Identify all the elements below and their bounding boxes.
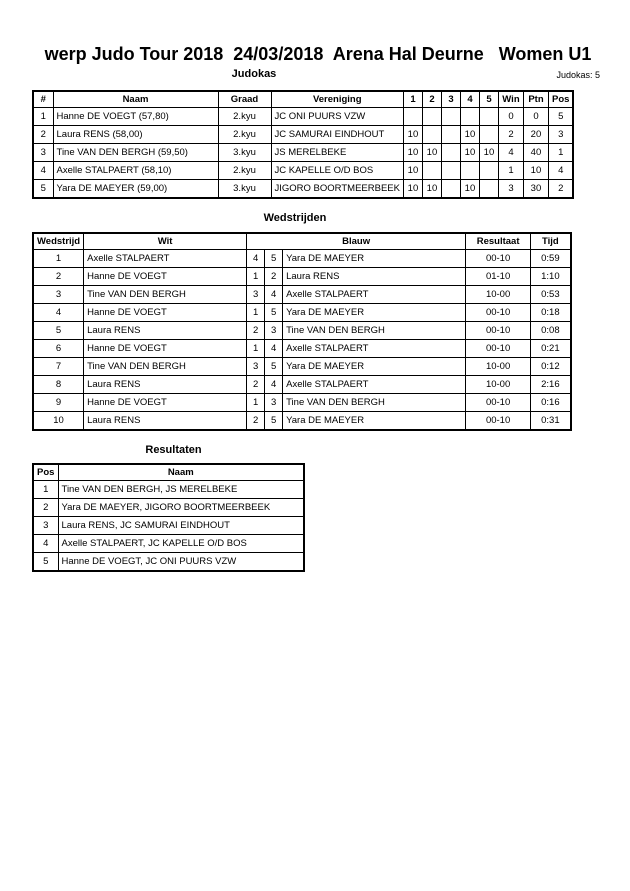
wit-name-cell: Hanne DE VOEGT: [84, 268, 247, 286]
judoka-score-1-cell: [403, 108, 422, 126]
col-vereniging: Vereniging: [271, 91, 403, 108]
judoka-naam-cell: Tine VAN DEN BERGH (59,50): [53, 144, 218, 162]
col-pos: Pos: [548, 91, 573, 108]
wit-name-cell: Tine VAN DEN BERGH: [84, 358, 247, 376]
judoka-score-4-cell: 10: [460, 144, 479, 162]
judoka-score-4-cell: 10: [460, 180, 479, 199]
col-wit: Wit: [84, 233, 247, 250]
col-naam: Naam: [53, 91, 218, 108]
judoka-pos-cell: 2: [548, 180, 573, 199]
resultaat-cell: 00-10: [466, 304, 531, 322]
blauw-name-cell: Yara DE MAEYER: [283, 304, 466, 322]
result-name-cell: Tine VAN DEN BERGH, JS MERELBEKE: [58, 481, 304, 499]
match-nr-cell: 8: [33, 376, 84, 394]
judoka-row: [33, 162, 573, 180]
judoka-naam-cell: Hanne DE VOEGT (57,80): [53, 108, 218, 126]
judokas-heading: Judokas: [231, 68, 277, 80]
wit-nr-cell: 1: [247, 340, 265, 358]
judoka-row: [33, 144, 573, 162]
judoka-score-5-cell: [479, 162, 498, 180]
blauw-name-cell: Axelle STALPAERT: [283, 376, 466, 394]
wit-nr-cell: 2: [247, 322, 265, 340]
resultaten-header-row: [33, 464, 304, 481]
tijd-cell: 0:08: [531, 322, 571, 340]
judoka-naam-cell: Axelle STALPAERT (58,10): [53, 162, 218, 180]
result-name-cell: Yara DE MAEYER, JIGORO BOORTMEERBEEK: [58, 499, 304, 517]
blauw-nr-cell: 2: [265, 268, 283, 286]
match-nr-cell: 7: [33, 358, 84, 376]
col-nr: #: [33, 91, 53, 108]
judoka-score-2-cell: [422, 162, 441, 180]
match-nr-cell: 5: [33, 322, 84, 340]
blauw-nr-cell: 4: [265, 376, 283, 394]
judoka-score-1-cell: 10: [403, 144, 422, 162]
blauw-nr-cell: 3: [265, 322, 283, 340]
judoka-row: [33, 108, 573, 126]
match-nr-cell: 4: [33, 304, 84, 322]
judoka-score-5-cell: [479, 126, 498, 144]
judoka-win-cell: 1: [498, 162, 523, 180]
judoka-score-2-cell: 10: [422, 180, 441, 199]
judoka-score-3-cell: [441, 108, 460, 126]
blauw-nr-cell: 4: [265, 286, 283, 304]
match-row: [33, 304, 571, 322]
blauw-nr-cell: 5: [265, 304, 283, 322]
judokas-header-row: [33, 91, 573, 108]
wit-nr-cell: 1: [247, 304, 265, 322]
col-score-4: 4: [460, 91, 479, 108]
blauw-name-cell: Tine VAN DEN BERGH: [283, 394, 466, 412]
match-row: [33, 250, 571, 268]
tijd-cell: 0:18: [531, 304, 571, 322]
match-nr-cell: 1: [33, 250, 84, 268]
blauw-name-cell: Tine VAN DEN BERGH: [283, 322, 466, 340]
result-name-cell: Laura RENS, JC SAMURAI EINDHOUT: [58, 517, 304, 535]
tijd-cell: 0:16: [531, 394, 571, 412]
wit-nr-cell: 2: [247, 412, 265, 431]
judoka-pos-cell: 1: [548, 144, 573, 162]
result-row: [33, 535, 304, 553]
wedstrijden-header-row: [33, 233, 571, 250]
match-row: [33, 268, 571, 286]
judoka-graad-cell: 2.kyu: [218, 108, 271, 126]
judoka-ptn-cell: 10: [523, 162, 548, 180]
resultaten-heading: Resultaten: [145, 444, 202, 456]
col-blauw: Blauw: [247, 233, 466, 250]
judoka-ptn-cell: 30: [523, 180, 548, 199]
page-title: werp Judo Tour 2018 24/03/2018 Arena Hal Deurne Women U1: [44, 44, 592, 64]
wit-name-cell: Laura RENS: [84, 376, 247, 394]
judoka-score-1-cell: 10: [403, 162, 422, 180]
wit-name-cell: Axelle STALPAERT: [84, 250, 247, 268]
wit-nr-cell: 1: [247, 394, 265, 412]
judoka-naam-cell: Yara DE MAEYER (59,00): [53, 180, 218, 199]
match-nr-cell: 9: [33, 394, 84, 412]
judoka-win-cell: 0: [498, 108, 523, 126]
blauw-name-cell: Yara DE MAEYER: [283, 358, 466, 376]
blauw-name-cell: Axelle STALPAERT: [283, 286, 466, 304]
judoka-vereniging-cell: JIGORO BOORTMEERBEEK: [271, 180, 403, 199]
wit-name-cell: Tine VAN DEN BERGH: [84, 286, 247, 304]
judoka-score-2-cell: 10: [422, 144, 441, 162]
judoka-vereniging-cell: JC KAPELLE O/D BOS: [271, 162, 403, 180]
match-row: [33, 376, 571, 394]
tijd-cell: 0:59: [531, 250, 571, 268]
match-row: [33, 412, 571, 431]
result-row: [33, 499, 304, 517]
judoka-vereniging-cell: JC ONI PUURS VZW: [271, 108, 403, 126]
judoka-row: [33, 126, 573, 144]
tijd-cell: 0:12: [531, 358, 571, 376]
judoka-nr-cell: 2: [33, 126, 53, 144]
resultaat-cell: 10-00: [466, 376, 531, 394]
judoka-vereniging-cell: JS MERELBEKE: [271, 144, 403, 162]
tijd-cell: 0:31: [531, 412, 571, 431]
blauw-name-cell: Axelle STALPAERT: [283, 340, 466, 358]
blauw-nr-cell: 4: [265, 340, 283, 358]
judoka-vereniging-cell: JC SAMURAI EINDHOUT: [271, 126, 403, 144]
judoka-score-3-cell: [441, 126, 460, 144]
tijd-cell: 1:10: [531, 268, 571, 286]
wit-name-cell: Laura RENS: [84, 322, 247, 340]
judoka-nr-cell: 3: [33, 144, 53, 162]
result-name-cell: Axelle STALPAERT, JC KAPELLE O/D BOS: [58, 535, 304, 553]
col-wedstrijd: Wedstrijd: [33, 233, 84, 250]
resultaat-cell: 00-10: [466, 412, 531, 431]
wedstrijden-heading: Wedstrijden: [263, 212, 327, 224]
wit-name-cell: Laura RENS: [84, 412, 247, 431]
judoka-score-5-cell: [479, 180, 498, 199]
result-pos-cell: 1: [33, 481, 58, 499]
match-nr-cell: 3: [33, 286, 84, 304]
match-nr-cell: 2: [33, 268, 84, 286]
col-ptn: Ptn: [523, 91, 548, 108]
judoka-score-3-cell: [441, 162, 460, 180]
judoka-score-3-cell: [441, 180, 460, 199]
wit-nr-cell: 1: [247, 268, 265, 286]
resultaat-cell: 00-10: [466, 250, 531, 268]
judoka-win-cell: 3: [498, 180, 523, 199]
judoka-pos-cell: 4: [548, 162, 573, 180]
blauw-nr-cell: 5: [265, 412, 283, 431]
result-row: [33, 517, 304, 535]
judoka-pos-cell: 3: [548, 126, 573, 144]
resultaat-cell: 01-10: [466, 268, 531, 286]
judoka-graad-cell: 3.kyu: [218, 180, 271, 199]
result-row: [33, 481, 304, 499]
judoka-score-4-cell: [460, 108, 479, 126]
col-graad: Graad: [218, 91, 271, 108]
blauw-nr-cell: 3: [265, 394, 283, 412]
judoka-score-5-cell: [479, 108, 498, 126]
match-row: [33, 322, 571, 340]
col-score-1: 1: [403, 91, 422, 108]
judoka-score-2-cell: [422, 126, 441, 144]
blauw-name-cell: Yara DE MAEYER: [283, 412, 466, 431]
result-pos-cell: 5: [33, 553, 58, 572]
wit-name-cell: Hanne DE VOEGT: [84, 340, 247, 358]
judoka-win-cell: 4: [498, 144, 523, 162]
blauw-name-cell: Yara DE MAEYER: [283, 250, 466, 268]
col-resultaat: Resultaat: [466, 233, 531, 250]
col-score-5: 5: [479, 91, 498, 108]
col-tijd: Tijd: [531, 233, 571, 250]
col-pos: Pos: [33, 464, 58, 481]
judoka-win-cell: 2: [498, 126, 523, 144]
match-nr-cell: 6: [33, 340, 84, 358]
tijd-cell: 0:21: [531, 340, 571, 358]
wit-name-cell: Hanne DE VOEGT: [84, 394, 247, 412]
match-row: [33, 358, 571, 376]
resultaat-cell: 00-10: [466, 394, 531, 412]
judoka-score-4-cell: [460, 162, 479, 180]
wit-name-cell: Hanne DE VOEGT: [84, 304, 247, 322]
judoka-ptn-cell: 20: [523, 126, 548, 144]
judoka-graad-cell: 2.kyu: [218, 162, 271, 180]
judoka-ptn-cell: 0: [523, 108, 548, 126]
judokas-table: [32, 90, 574, 199]
resultaat-cell: 10-00: [466, 286, 531, 304]
judoka-nr-cell: 4: [33, 162, 53, 180]
col-win: Win: [498, 91, 523, 108]
wit-nr-cell: 2: [247, 376, 265, 394]
judoka-nr-cell: 1: [33, 108, 53, 126]
result-pos-cell: 2: [33, 499, 58, 517]
judoka-score-1-cell: 10: [403, 126, 422, 144]
match-row: [33, 394, 571, 412]
tijd-cell: 2:16: [531, 376, 571, 394]
judoka-score-2-cell: [422, 108, 441, 126]
judoka-ptn-cell: 40: [523, 144, 548, 162]
match-nr-cell: 10: [33, 412, 84, 431]
match-row: [33, 286, 571, 304]
col-score-2: 2: [422, 91, 441, 108]
result-name-cell: Hanne DE VOEGT, JC ONI PUURS VZW: [58, 553, 304, 572]
judokas-count: Judokas: 5: [556, 70, 600, 80]
judoka-graad-cell: 3.kyu: [218, 144, 271, 162]
judoka-row: [33, 180, 573, 199]
col-naam: Naam: [58, 464, 304, 481]
judoka-score-3-cell: [441, 144, 460, 162]
judoka-naam-cell: Laura RENS (58,00): [53, 126, 218, 144]
result-pos-cell: 4: [33, 535, 58, 553]
wit-nr-cell: 3: [247, 358, 265, 376]
judoka-pos-cell: 5: [548, 108, 573, 126]
blauw-name-cell: Laura RENS: [283, 268, 466, 286]
resultaat-cell: 00-10: [466, 322, 531, 340]
resultaat-cell: 00-10: [466, 340, 531, 358]
match-row: [33, 340, 571, 358]
wedstrijden-table: [32, 232, 572, 431]
resultaten-table: [32, 463, 305, 572]
judoka-score-5-cell: 10: [479, 144, 498, 162]
tijd-cell: 0:53: [531, 286, 571, 304]
judoka-graad-cell: 2.kyu: [218, 126, 271, 144]
blauw-nr-cell: 5: [265, 250, 283, 268]
result-pos-cell: 3: [33, 517, 58, 535]
judoka-score-4-cell: 10: [460, 126, 479, 144]
resultaat-cell: 10-00: [466, 358, 531, 376]
judoka-score-1-cell: 10: [403, 180, 422, 199]
result-row: [33, 553, 304, 572]
judoka-nr-cell: 5: [33, 180, 53, 199]
blauw-nr-cell: 5: [265, 358, 283, 376]
col-score-3: 3: [441, 91, 460, 108]
wit-nr-cell: 4: [247, 250, 265, 268]
wit-nr-cell: 3: [247, 286, 265, 304]
